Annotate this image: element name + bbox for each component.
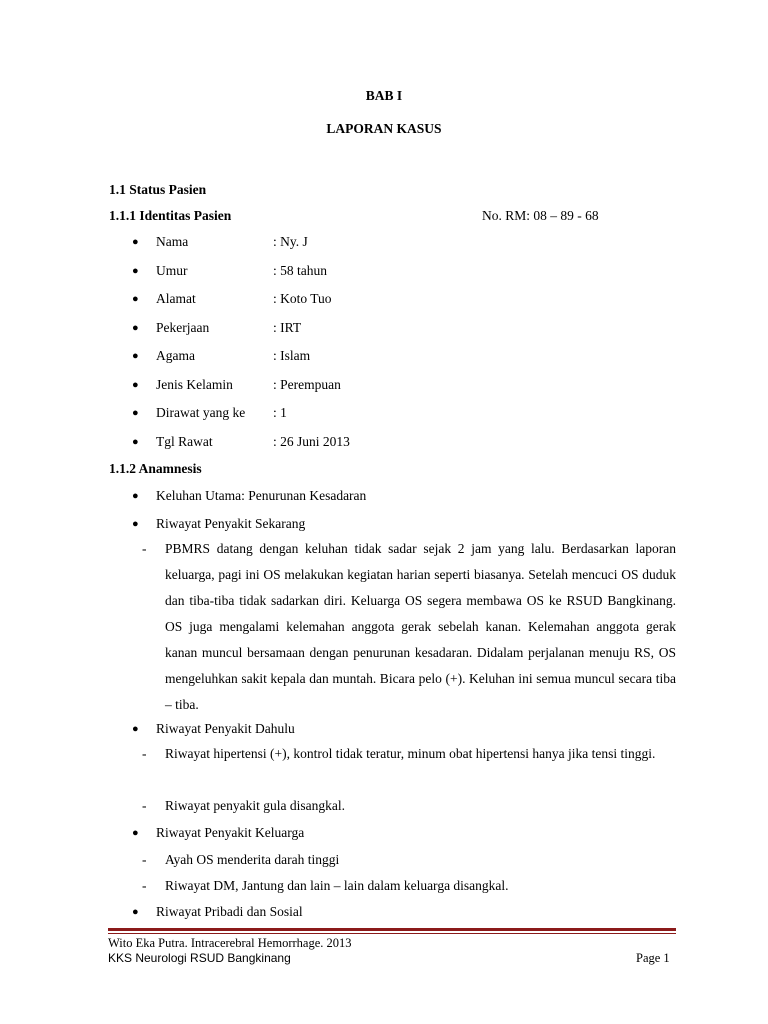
dash-marker: - [142,746,147,761]
rpk-item-2: Riwayat DM, Jantung dan lain – lain dalam keluarga disangkal. [165,878,509,893]
footer-rule-thin [108,933,676,934]
section-heading-anamnesis: 1.1.2 Anamnesis [109,461,202,476]
identity-label: Umur [156,263,188,278]
dash-marker: - [142,541,147,556]
identity-label: Nama [156,234,189,249]
identity-value: : 26 Juni 2013 [273,434,350,449]
footer-author-line: Wito Eka Putra. Intracerebral Hemorrhage. 2013 [108,936,352,950]
identity-label: Jenis Kelamin [156,377,233,392]
footer-rule-thick [108,928,676,931]
dash-marker: - [142,798,147,813]
identity-value: : Ny. J [273,234,308,249]
bullet-icon: ● [132,436,139,448]
rpk-heading: Riwayat Penyakit Keluarga [156,825,305,840]
bullet-icon: ● [132,407,139,419]
rpk-item-1: Ayah OS menderita darah tinggi [165,852,340,867]
rpd-item-1: Riwayat hipertensi (+), kontrol tidak teratur, minum obat hipertensi hanya jika tensi tinggi. [165,746,656,761]
identity-value: : Islam [273,348,311,363]
bullet-icon: ● [132,490,139,502]
identity-value: : 58 tahun [273,263,327,278]
bullet-icon: ● [132,236,139,248]
footer-department-line: KKS Neurologi RSUD Bangkinang [108,951,291,965]
identity-label: Pekerjaan [156,320,210,335]
section-heading-identitas-pasien: 1.1.1 Identitas Pasien [109,208,232,223]
bullet-icon: ● [132,723,139,735]
page-title: LAPORAN KASUS [326,121,442,136]
identity-label: Alamat [156,291,196,306]
identity-value: : 1 [273,405,287,420]
rps-paragraph: PBMRS datang dengan keluhan tidak sadar sejak 2 jam yang lalu. Berdasarkan laporan keluarga, pagi ini OS melakukan kegiatan harian seperti biasanya. Setelah mencuci OS duduk dan tiba-tiba tidak sadarkan diri. Keluarga OS segera membawa OS ke RSUD Bangkinang. OS juga mengalami kelemahan anggota gerak sebelah kanan. Kelemahan anggota gerak kanan muncul bersamaan dengan penurunan kesadaran. Didalam perjalanan menuju RS, OS mengeluhkan sakit kepala dan muntah. Bicara pelo (+). Keluhan ini semua muncul secara tiba – tiba. [165,541,676,712]
identity-label: Dirawat yang ke [156,405,246,420]
bullet-icon: ● [132,827,139,839]
bullet-icon: ● [132,379,139,391]
page-number: Page 1 [636,951,670,965]
chapter-label: BAB I [365,88,403,103]
rps-heading: Riwayat Penyakit Sekarang [156,516,306,531]
identity-label: Tgl Rawat [156,434,213,449]
bullet-icon: ● [132,265,139,277]
identity-value: : Koto Tuo [273,291,332,306]
rps2-heading: Riwayat Pribadi dan Sosial [156,904,303,919]
dash-marker: - [142,852,147,867]
bullet-icon: ● [132,906,139,918]
rpd-heading: Riwayat Penyakit Dahulu [156,721,295,736]
dash-marker: - [142,878,147,893]
identity-label: Agama [156,348,195,363]
keluhan-utama: Keluhan Utama: Penurunan Kesadaran [156,488,367,503]
bullet-icon: ● [132,322,139,334]
bullet-icon: ● [132,350,139,362]
identity-value: : IRT [273,320,302,335]
medical-record-number: No. RM: 08 – 89 - 68 [482,208,599,223]
section-heading-status-pasien: 1.1 Status Pasien [109,182,207,197]
bullet-icon: ● [132,293,139,305]
rpd-item-2: Riwayat penyakit gula disangkal. [165,798,345,813]
bullet-icon: ● [132,518,139,530]
identity-value: : Perempuan [273,377,341,392]
